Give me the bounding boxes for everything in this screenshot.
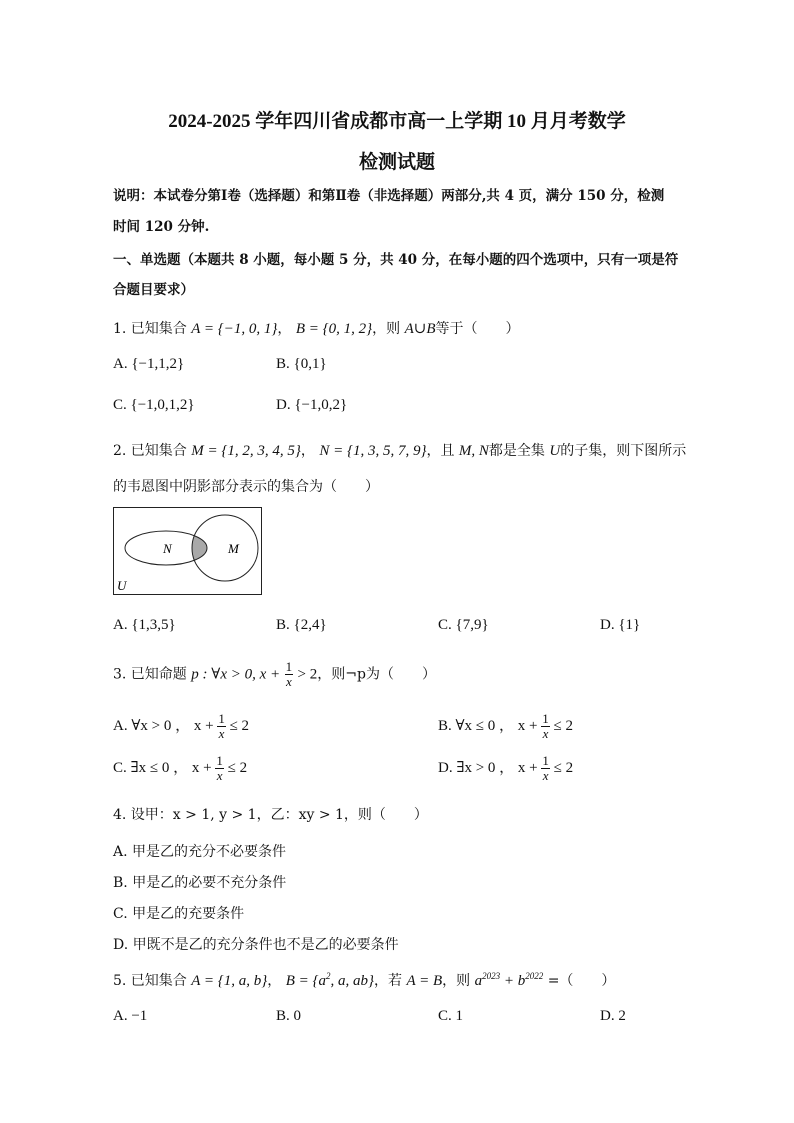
universal-set-box: [114, 508, 262, 595]
q4-option-b: B. 甲是乙的必要不充分条件: [113, 875, 287, 891]
q1-option-d: D. {−1,0,2}: [276, 397, 348, 413]
q3-text: 3. 已知命题: [113, 666, 187, 683]
frac-num: 1: [542, 753, 549, 768]
instructions-line1: 说明：本试卷分第Ⅰ卷（选择题）和第Ⅱ卷（非选择题）两部分,共 4 页，满分 150 分，检测: [113, 188, 665, 204]
frac-num: 1: [218, 711, 225, 726]
q3-option-b: [438, 712, 573, 741]
label-u: U: [117, 578, 127, 593]
q3-option-d: [438, 754, 573, 783]
q5-set-a: A = {1, a, b}: [191, 973, 268, 989]
q2-text-2: ，且: [426, 443, 455, 459]
q5-power-expr: [475, 973, 544, 989]
q3-d-fraction: [541, 754, 550, 783]
q2-universal: U: [549, 443, 561, 459]
q4-option-c: C. 甲是乙的充要条件: [113, 906, 245, 922]
q3-c-fraction: [215, 754, 224, 783]
q1-option-c: C. {−1,0,1,2}: [113, 397, 195, 413]
q3-a-le2: ≤ 2: [229, 717, 250, 734]
q2-separator: ，: [300, 443, 315, 459]
q1-text-2: ，则: [372, 321, 401, 337]
q1-option-a: A. {−1,1,2}: [113, 356, 185, 372]
question-4-stem: 4. 设甲：x > 1, y > 1，乙：xy > 1，则（ ）: [113, 807, 428, 823]
question-3-stem: [113, 660, 436, 689]
q3-gt2: > 2: [297, 666, 318, 683]
q5-separator: ，: [267, 973, 282, 989]
frac-den: x: [542, 768, 549, 783]
q5-plus-b: + b: [500, 973, 526, 989]
q5-text-3: ，则: [442, 973, 471, 989]
q2-option-a: A. {1,3,5}: [113, 617, 176, 633]
q5-option-a: A. −1: [113, 1008, 148, 1024]
question-1-stem: [113, 318, 520, 338]
q3-d-le2: ≤ 2: [553, 759, 574, 776]
q2-text-4: 的子集，则下图所示: [560, 443, 687, 459]
frac-num: 1: [285, 659, 293, 674]
label-n: N: [163, 541, 172, 556]
q2-option-d: D. {1}: [600, 617, 641, 633]
q5-text: 5. 已知集合: [113, 973, 187, 989]
q5-text-4: =（ ）: [543, 973, 616, 989]
q1-option-b: B. {0,1}: [276, 356, 327, 372]
q2-set-m: M = {1, 2, 3, 4, 5}: [191, 443, 301, 459]
q3-b-prefix: B. ∀x ≤ 0 ， x +: [438, 717, 538, 734]
q2-text-3: 都是全集: [488, 443, 545, 459]
q5-b-post: , a, ab}: [330, 973, 375, 989]
section-heading-line2: 合题目要求）: [113, 282, 194, 298]
q5-exp-2: 2022: [525, 971, 544, 981]
exam-title-line1: 2024-2025 学年四川省成都市高一上学期 10 月月考数学: [168, 111, 626, 132]
q2-option-b: B. {2,4}: [276, 617, 327, 633]
frac-num: 1: [542, 711, 549, 726]
q3-option-c: [113, 754, 247, 783]
q1-union-expr: A∪B: [404, 321, 436, 337]
venn-diagram: [113, 507, 262, 595]
q5-base-a: a: [474, 973, 483, 989]
question-5-stem: [113, 970, 615, 990]
frac-den: x: [285, 674, 292, 689]
q5-option-d: D. 2: [600, 1008, 626, 1024]
q4-option-a: A. 甲是乙的充分不必要条件: [113, 844, 287, 860]
exam-title-line2: 检测试题: [358, 152, 435, 173]
q2-text: 2. 已知集合: [113, 443, 187, 459]
q5-b-pre: B = {a: [285, 973, 327, 989]
q2-set-n: N = {1, 3, 5, 7, 9}: [319, 443, 427, 459]
q5-option-c: C. 1: [438, 1008, 464, 1024]
q3-a-fraction: [217, 712, 226, 741]
q5-text-2: ，若: [374, 973, 403, 989]
q3-a-prefix: A. ∀x > 0 ， x +: [113, 717, 214, 734]
question-2-stem-line1: [113, 440, 686, 460]
q2-option-c: C. {7,9}: [438, 617, 489, 633]
q2-mn: M, N: [458, 443, 489, 459]
q3-c-le2: ≤ 2: [227, 759, 248, 776]
q1-set-a: A = {−1, 0, 1}: [191, 321, 278, 337]
q3-proposition: p : ∀x > 0, x +: [191, 666, 281, 683]
q3-fraction: [285, 660, 294, 689]
question-2-stem-line2: 的韦恩图中阴影部分表示的集合为（ ）: [113, 479, 379, 495]
q4-option-d: D. 甲既不是乙的充分条件也不是乙的必要条件: [113, 937, 399, 953]
frac-den: x: [216, 768, 223, 783]
q5-set-b: [286, 973, 374, 989]
q3-b-fraction: [541, 712, 550, 741]
frac-num: 1: [216, 753, 223, 768]
q3-b-le2: ≤ 2: [553, 717, 573, 734]
q5-b-square: 2: [326, 971, 331, 981]
q3-text-2: ，则¬p为（ ）: [317, 666, 436, 683]
section-heading-line1: 一、单选题（本题共 8 小题，每小题 5 分，共 40 分，在每小题的四个选项中，只有一项是符: [113, 252, 679, 268]
q5-option-b: B. 0: [276, 1008, 302, 1024]
q5-exp-1: 2023: [482, 971, 501, 981]
q1-text: 1. 已知集合: [113, 321, 187, 337]
frac-den: x: [542, 726, 549, 741]
q1-text-3: 等于（ ）: [435, 321, 520, 337]
q5-equality: A = B: [406, 973, 443, 989]
q1-separator: ，: [277, 321, 292, 337]
q1-set-b: B = {0, 1, 2}: [295, 321, 373, 337]
label-m: M: [228, 541, 239, 556]
q3-d-prefix: D. ∃x > 0 ， x +: [438, 759, 538, 776]
instructions-line2: 时间 120 分钟.: [113, 219, 210, 235]
frac-den: x: [218, 726, 225, 741]
q3-option-a: [113, 712, 249, 741]
q3-c-prefix: C. ∃x ≤ 0 ， x +: [113, 759, 212, 776]
